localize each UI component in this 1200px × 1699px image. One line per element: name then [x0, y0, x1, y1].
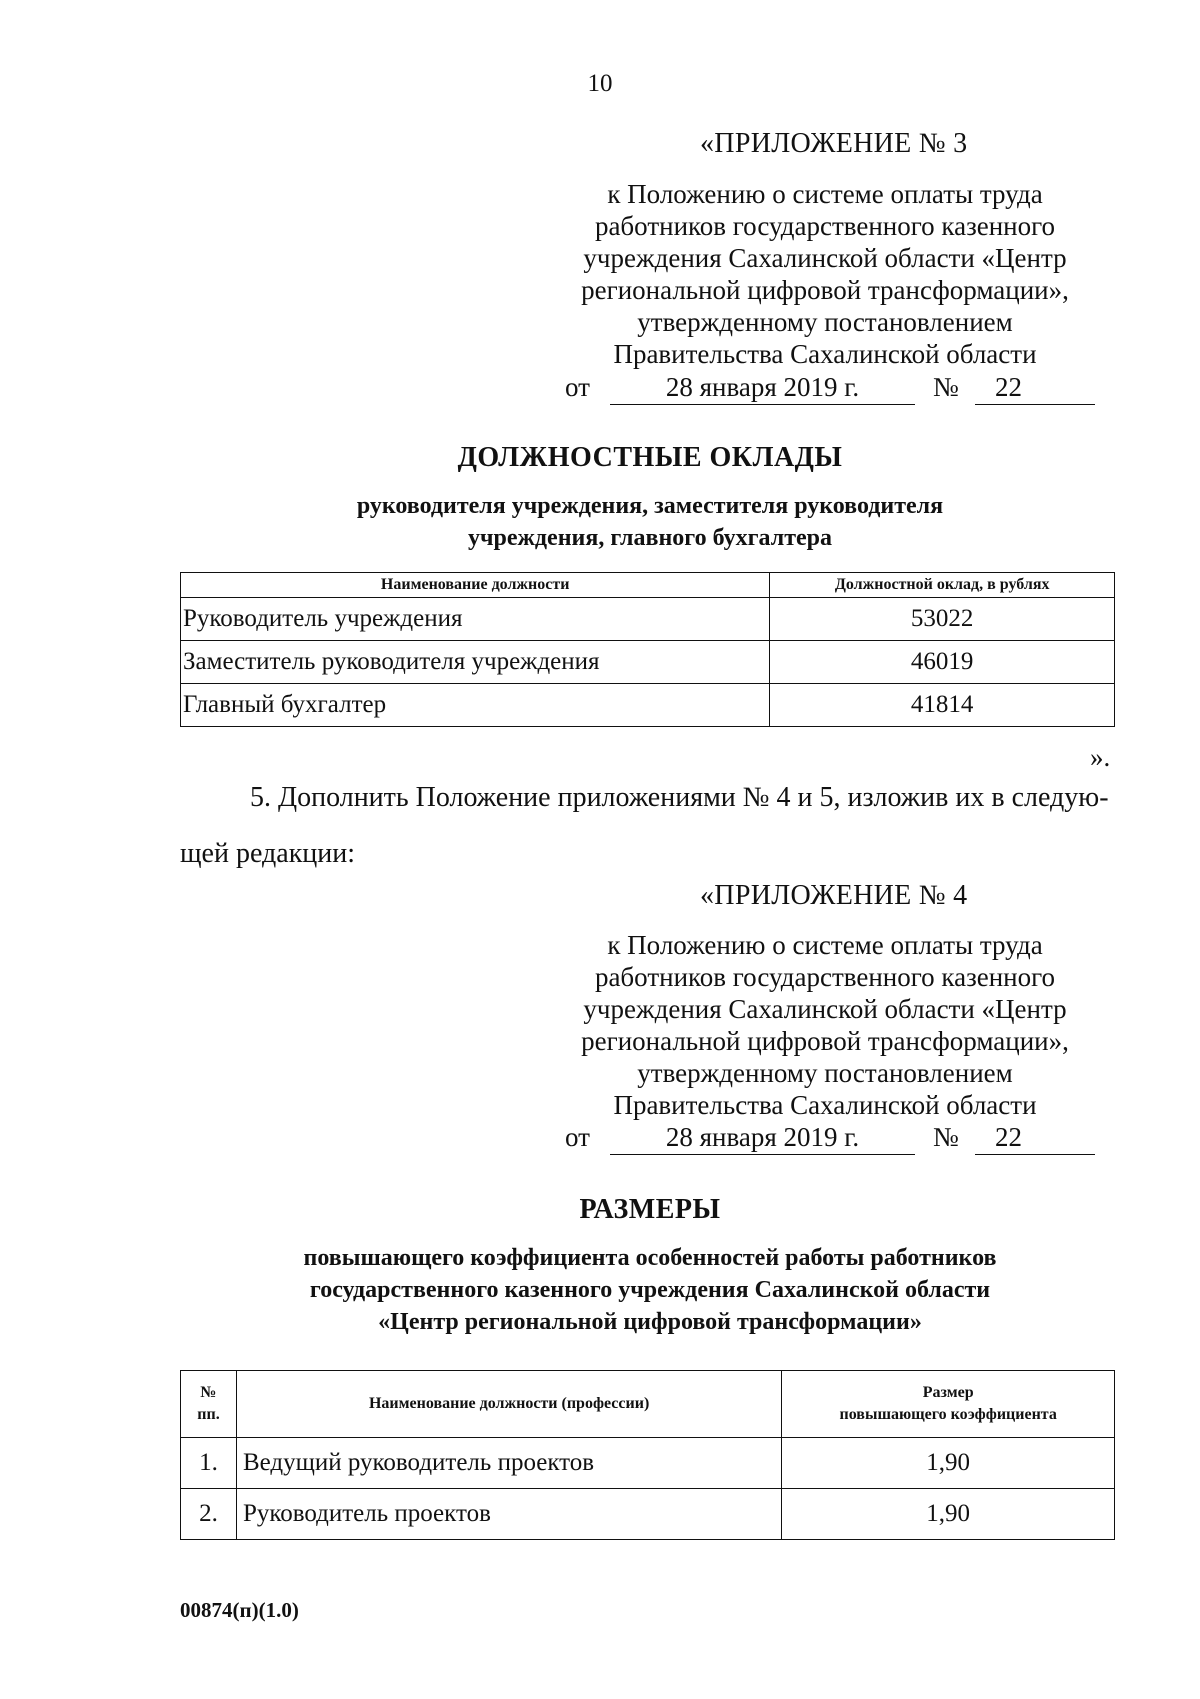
appendix-4-number: 22: [995, 1122, 1022, 1152]
number-label: №: [933, 372, 959, 402]
column-header-salary: Должностной оклад, в рублях: [770, 573, 1115, 598]
salary-value: 41814: [770, 684, 1115, 727]
number-header-line: №: [200, 1384, 217, 1401]
table-header-row: [181, 1371, 1115, 1438]
number-header-line: пп.: [197, 1406, 220, 1423]
document-code: 00874(п)(1.0): [180, 1598, 299, 1622]
paragraph-line-2: щей редакции:: [180, 838, 356, 869]
appendix-4-line: региональной цифровой трансформации»,: [581, 1026, 1069, 1056]
appendix-4-date-row: [565, 1122, 1095, 1158]
appendix-3-line: работников государственного казенного: [594, 211, 1056, 241]
coefficient-value: 1,90: [782, 1438, 1115, 1489]
appendix-3-date: 28 января 2019 г.: [610, 372, 915, 405]
appendix-3-line: учреждения Сахалинской области «Центр: [583, 243, 1067, 273]
column-header-position: Наименование должности: [181, 573, 770, 598]
table-row: [181, 598, 1115, 641]
paragraph-line-1: 5. Дополнить Положение приложениями № 4 и 5, изложив их в следую-: [250, 782, 1109, 813]
appendix-4-number-line: [975, 1122, 1095, 1155]
section-1-subtitle-line: руководителя учреждения, заместителя руководителя: [356, 493, 944, 519]
table-row: [181, 1438, 1115, 1489]
section-2-subtitle: [0, 1242, 1200, 1338]
coefficient-table: [180, 1370, 1115, 1540]
column-header-coefficient: [782, 1371, 1115, 1438]
position-name: Руководитель проектов: [236, 1489, 781, 1540]
appendix-4-reference: [560, 929, 1090, 1121]
column-header-number: [181, 1371, 237, 1438]
appendix-3-number-line: [975, 372, 1095, 405]
position-name: Ведущий руководитель проектов: [236, 1438, 781, 1489]
appendix-4-line: к Положению о системе оплаты труда: [607, 930, 1043, 960]
table-header-row: [181, 573, 1115, 598]
appendix-3-title: «ПРИЛОЖЕНИЕ № 3: [700, 128, 968, 159]
appendix-3-date-row: [565, 372, 1095, 408]
appendix-3-line: к Положению о системе оплаты труда: [607, 179, 1043, 209]
appendix-4-line: учреждения Сахалинской области «Центр: [583, 994, 1067, 1024]
section-1-title: ДОЛЖНОСТНЫЕ ОКЛАДЫ: [457, 442, 843, 473]
table-row: [181, 641, 1115, 684]
salary-value: 53022: [770, 598, 1115, 641]
position-name: Руководитель учреждения: [181, 598, 770, 641]
appendix-3-reference: [560, 178, 1090, 370]
salary-table: [180, 572, 1115, 727]
section-2-subtitle-line: государственного казенного учреждения Сахалинской области: [309, 1277, 991, 1303]
appendix-4-title: «ПРИЛОЖЕНИЕ № 4: [700, 880, 968, 911]
section-1-subtitle-line: учреждения, главного бухгалтера: [467, 525, 833, 551]
appendix-4-date: 28 января 2019 г.: [610, 1122, 915, 1155]
section-2-subtitle-line: повышающего коэффициента особенностей работы работников: [303, 1245, 997, 1271]
salary-value: 46019: [770, 641, 1115, 684]
section-2-title: РАЗМЕРЫ: [579, 1194, 721, 1225]
row-number: 2.: [181, 1489, 237, 1540]
date-prefix: от: [565, 1122, 590, 1152]
table-row: [181, 684, 1115, 727]
section-2-subtitle-line: «Центр региональной цифровой трансформации»: [378, 1309, 922, 1335]
appendix-3-number: 22: [995, 372, 1022, 402]
appendix-4-line: Правительства Сахалинской области: [613, 1090, 1037, 1120]
row-number: 1.: [181, 1438, 237, 1489]
column-header-position: Наименование должности (профессии): [236, 1371, 781, 1438]
page-number: 10: [587, 70, 613, 97]
appendix-3-line: Правительства Сахалинской области: [613, 339, 1037, 369]
table-row: [181, 1489, 1115, 1540]
coefficient-value: 1,90: [782, 1489, 1115, 1540]
appendix-4-line: утвержденному постановлением: [637, 1058, 1013, 1088]
coefficient-header-line: повышающего коэффициента: [839, 1406, 1057, 1423]
appendix-4-line: работников государственного казенного: [594, 962, 1056, 992]
position-name: Заместитель руководителя учреждения: [181, 641, 770, 684]
appendix-3-line: региональной цифровой трансформации»,: [581, 275, 1069, 305]
number-label: №: [933, 1122, 959, 1152]
closing-quote: ».: [1090, 742, 1111, 772]
date-prefix: от: [565, 372, 590, 402]
section-1-subtitle: [0, 490, 1200, 554]
appendix-3-line: утвержденному постановлением: [637, 307, 1013, 337]
position-name: Главный бухгалтер: [181, 684, 770, 727]
coefficient-header-line: Размер: [922, 1384, 974, 1401]
